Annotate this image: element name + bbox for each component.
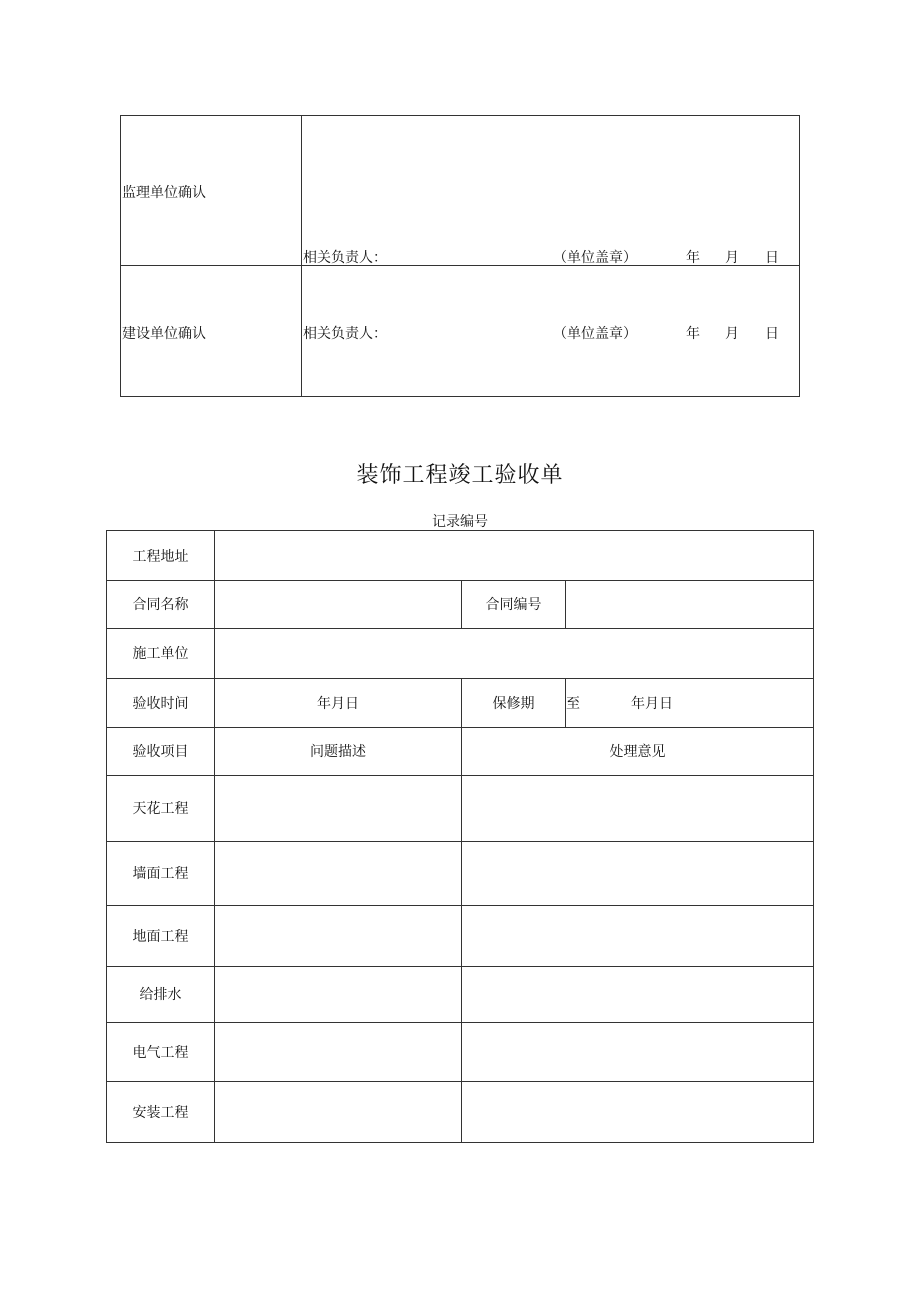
column-divider: [301, 116, 302, 265]
item-ceiling-label: 天花工程: [132, 801, 189, 817]
confirmation-table: [120, 115, 800, 397]
project-address-label: 工程地址: [132, 548, 189, 565]
project-address-field[interactable]: [215, 531, 813, 580]
contract-name-field[interactable]: [215, 580, 461, 628]
supervisor-confirm-label: 监理单位确认: [122, 185, 206, 201]
form-title: 装饰工程竣工验收单: [356, 463, 564, 488]
acceptance-time-field[interactable]: 年月日: [317, 695, 359, 712]
item-installation-issue-field[interactable]: [215, 1081, 461, 1142]
year-label: 年: [686, 250, 700, 266]
contract-name-label: 合同名称: [132, 597, 189, 613]
issue-description-header: 问题描述: [310, 744, 366, 760]
item-plumbing-issue-field[interactable]: [215, 966, 461, 1022]
item-electrical-label: 电气工程: [132, 1044, 189, 1061]
warranty-date-field[interactable]: 年月日: [631, 695, 673, 712]
month-label: 月: [725, 326, 739, 342]
item-floor-label: 地面工程: [132, 928, 189, 945]
item-electrical-issue-field[interactable]: [215, 1022, 461, 1081]
month-label: 月: [725, 250, 739, 266]
day-label: 日: [765, 250, 779, 266]
item-plumbing-handling-field[interactable]: [462, 966, 813, 1022]
acceptance-item-header: 验收项目: [132, 744, 189, 760]
acceptance-time-label: 验收时间: [132, 695, 189, 712]
column-divider: [301, 266, 302, 396]
day-label: 日: [765, 326, 779, 342]
year-label: 年: [686, 326, 700, 342]
item-installation-label: 安装工程: [132, 1104, 189, 1121]
item-electrical-handling-field[interactable]: [462, 1022, 813, 1081]
item-floor-issue-field[interactable]: [215, 905, 461, 966]
item-plumbing-label: 给排水: [139, 987, 182, 1003]
builder-confirm-label: 建设单位确认: [122, 326, 206, 342]
seal-label: （单位盖章）: [553, 250, 637, 266]
record-number-label: 记录编号: [432, 514, 488, 530]
seal-label: （单位盖章）: [553, 326, 637, 342]
warranty-to-label: 至: [566, 695, 580, 712]
contract-number-field[interactable]: [566, 580, 813, 628]
item-ceiling-issue-field[interactable]: [215, 775, 461, 841]
contract-number-label: 合同编号: [485, 597, 542, 613]
item-wall-handling-field[interactable]: [462, 841, 813, 905]
item-wall-label: 墙面工程: [132, 866, 189, 882]
item-wall-issue-field[interactable]: [215, 841, 461, 905]
item-ceiling-handling-field[interactable]: [462, 775, 813, 841]
handling-opinion-header: 处理意见: [609, 744, 666, 760]
construction-unit-field[interactable]: [215, 628, 813, 678]
responsible-person-label: 相关负责人：: [303, 250, 387, 266]
warranty-label: 保修期: [492, 695, 535, 712]
construction-unit-label: 施工单位: [132, 646, 189, 662]
item-installation-handling-field[interactable]: [462, 1081, 813, 1142]
responsible-person-label: 相关负责人：: [303, 326, 387, 342]
item-floor-handling-field[interactable]: [462, 905, 813, 966]
builder-confirm-row: [121, 266, 799, 396]
supervisor-confirm-row: [121, 116, 799, 266]
acceptance-table: [106, 530, 814, 1143]
